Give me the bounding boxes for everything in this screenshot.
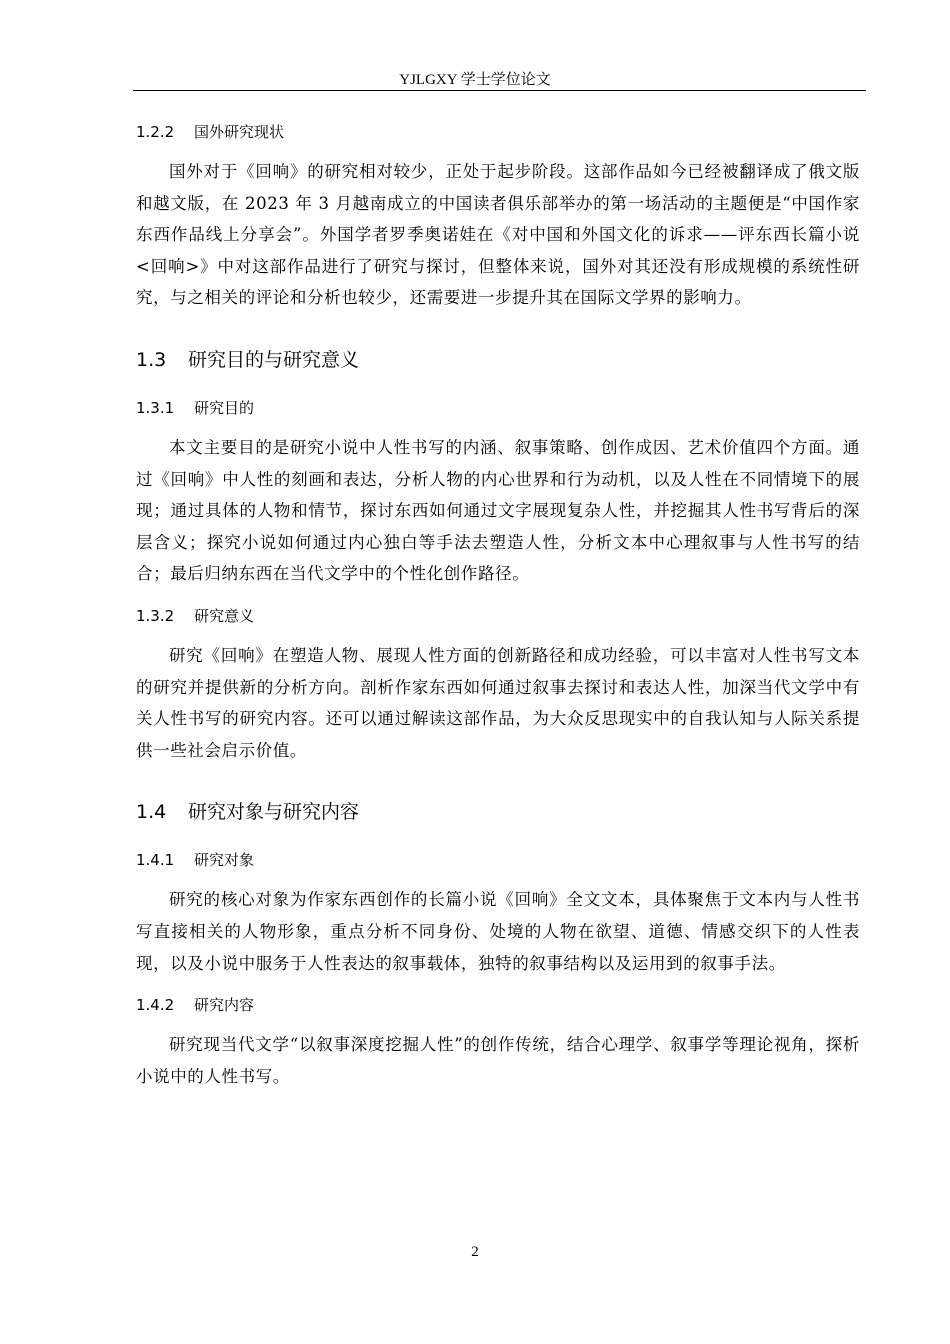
heading-1-3-1 bbox=[136, 390, 860, 426]
heading-1-3-2 bbox=[136, 598, 860, 634]
heading-1-3 bbox=[136, 338, 860, 382]
heading-title: 研究内容 bbox=[194, 996, 255, 1015]
heading-title: 研究目的 bbox=[194, 398, 255, 417]
paragraph-research-significance: 研究《回响》在塑造人物、展现人性方面的创新路径和成功经验，可以丰富对人性书写文本的研究并提供新的分析方向。剖析作家东西如何通过叙事去探讨和表达人性，加深当代文学中有关人性书写的研究内容。还可以通过解读这部作品，为大众反思现实中的自我认知与人际关系提供一些社会启示价值。 bbox=[136, 645, 860, 760]
page-body bbox=[136, 114, 860, 1092]
paragraph-research-purpose: 本文主要目的是研究小说中人性书写的内涵、叙事策略、创作成因、艺术价值四个方面。通过《回响》中人性的刻画和表达，分析人物的内心世界和行为动机，以及人性在不同情境下的展现；通过具体的人物和情节，探讨东西如何通过文字展现复杂人性，并挖掘其人性书写背后的深层含义；探究小说如何通过内心独白等手法去塑造人性，分析文本中心理叙事与人性书写的结合；最后归纳东西在当代文学中的个性化创作路径。 bbox=[136, 437, 860, 584]
heading-number: 1.3 bbox=[136, 348, 167, 371]
heading-number: 1.4.1 bbox=[136, 851, 175, 870]
heading-1-4-1 bbox=[136, 842, 860, 878]
heading-title: 研究意义 bbox=[194, 606, 255, 625]
page-number: 2 bbox=[471, 1244, 479, 1260]
heading-1-4 bbox=[136, 790, 860, 834]
heading-title: 国外研究现状 bbox=[194, 123, 285, 141]
paragraph-research-content: 研究现当代文学“以叙事深度挖掘人性”的创作传统，结合心理学、叙事学等理论视角，探析小说中的人性书写。 bbox=[136, 1035, 860, 1086]
heading-title: 研究对象与研究内容 bbox=[188, 801, 360, 824]
heading-title: 研究目的与研究意义 bbox=[188, 348, 360, 371]
heading-number: 1.3.1 bbox=[136, 398, 175, 417]
heading-number: 1.2.2 bbox=[136, 123, 175, 141]
heading-number: 1.4.2 bbox=[136, 996, 175, 1015]
heading-number: 1.3.2 bbox=[136, 606, 175, 625]
heading-1-4-2 bbox=[136, 987, 860, 1023]
paragraph-research-object: 研究的核心对象为作家东西创作的长篇小说《回响》全文文本，具体聚焦于文本内与人性书写直接相关的人物形象，重点分析不同身份、处境的人物在欲望、道德、情感交织下的人性表现，以及小说中服务于人性表达的叙事载体，独特的叙事结构以及运用到的叙事手法。 bbox=[136, 890, 860, 973]
heading-title: 研究对象 bbox=[194, 851, 255, 870]
header-rule bbox=[133, 90, 866, 91]
running-header: YJLGXY 学士学位论文 bbox=[399, 72, 551, 88]
paragraph-foreign-research: 国外对于《回响》的研究相对较少，正处于起步阶段。这部作品如今已经被翻译成了俄文版和越文版，在 2023 年 3 月越南成立的中国读者俱乐部举办的第一场活动的主题便是“中国作家东西作品线上分享会”。外国学者罗季奥诺娃在《对中国和外国文化的诉求——评东西长篇小说<回响>》中对这部作品进行了研究与探讨，但整体来说，国外对其还没有形成规模的系统性研究，与之相关的评论和分析也较少，还需要进一步提升其在国际文学界的影响力。 bbox=[136, 162, 860, 308]
heading-number: 1.4 bbox=[136, 801, 167, 824]
heading-1-2-2 bbox=[136, 114, 860, 150]
